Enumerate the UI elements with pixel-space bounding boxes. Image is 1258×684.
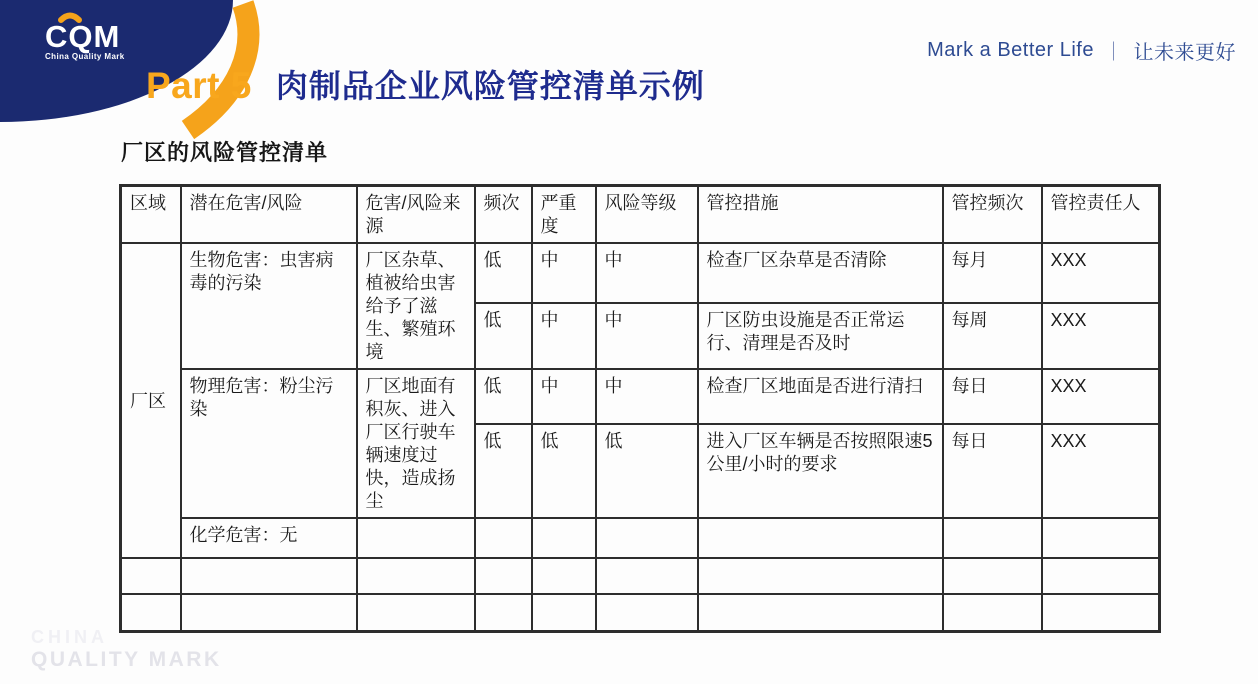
severity-cell: 中 xyxy=(532,243,596,303)
col-header-source: 危害/风险来源 xyxy=(357,186,475,244)
empty-cell xyxy=(1042,518,1160,558)
table-row xyxy=(121,518,1160,558)
col-header-severity: 严重度 xyxy=(532,186,596,244)
table-row xyxy=(121,594,1160,631)
empty-cell xyxy=(475,594,532,631)
logo-tagline: China Quality Mark xyxy=(45,52,125,61)
slogan-en: Mark a Better Life xyxy=(927,39,1094,61)
col-header-frequency: 频次 xyxy=(475,186,532,244)
frequency-cell: 低 xyxy=(475,303,532,369)
empty-cell xyxy=(1042,594,1160,631)
risk-level-cell: 低 xyxy=(596,424,698,518)
empty-cell xyxy=(181,558,357,594)
empty-cell xyxy=(698,558,943,594)
table-header-row xyxy=(121,186,1160,244)
empty-cell xyxy=(532,558,596,594)
measure-cell: 检查厂区杂草是否清除 xyxy=(698,243,943,303)
col-header-measures: 管控措施 xyxy=(698,186,943,244)
hazard-cell: 化学危害：无 xyxy=(181,518,357,558)
col-header-area: 区域 xyxy=(121,186,181,244)
empty-cell xyxy=(357,558,475,594)
watermark-line2: QUALITY MARK xyxy=(31,647,222,671)
table-row xyxy=(121,558,1160,594)
measure-cell: 厂区防虫设施是否正常运行、清理是否及时 xyxy=(698,303,943,369)
empty-cell xyxy=(943,594,1042,631)
risk-table-wrap xyxy=(119,184,1161,633)
risk-level-cell: 中 xyxy=(596,369,698,424)
part-label: Part 5 xyxy=(146,65,252,106)
section-subtitle: 厂区的风险管控清单 xyxy=(121,140,329,165)
owner-cell: XXX xyxy=(1042,243,1160,303)
watermark xyxy=(31,627,222,672)
watermark-line1: CHINA xyxy=(31,627,108,648)
table-row xyxy=(121,243,1160,303)
empty-cell xyxy=(181,594,357,631)
measure-cell: 进入厂区车辆是否按照限速5公里/小时的要求 xyxy=(698,424,943,518)
owner-cell: XXX xyxy=(1042,369,1160,424)
title-row xyxy=(146,58,705,104)
empty-cell xyxy=(1042,558,1160,594)
source-cell: 厂区地面有积灰、进入厂区行驶车辆速度过快，造成扬尘 xyxy=(357,369,475,518)
control-frequency-cell: 每日 xyxy=(943,369,1042,424)
risk-level-cell: 中 xyxy=(596,243,698,303)
empty-cell xyxy=(943,558,1042,594)
empty-cell xyxy=(475,558,532,594)
empty-cell xyxy=(532,518,596,558)
severity-cell: 中 xyxy=(532,369,596,424)
frequency-cell: 低 xyxy=(475,369,532,424)
empty-cell xyxy=(121,594,181,631)
col-header-hazard: 潜在危害/风险 xyxy=(181,186,357,244)
brand-slogan xyxy=(927,36,1236,65)
severity-cell: 低 xyxy=(532,424,596,518)
empty-cell xyxy=(698,594,943,631)
owner-cell: XXX xyxy=(1042,303,1160,369)
owner-cell: XXX xyxy=(1042,424,1160,518)
empty-cell xyxy=(475,518,532,558)
empty-cell xyxy=(532,594,596,631)
hazard-cell: 生物危害：虫害病毒的污染 xyxy=(181,243,357,369)
logo-acronym: CQM xyxy=(45,19,121,54)
hazard-cell: 物理危害：粉尘污染 xyxy=(181,369,357,518)
area-cell: 厂区 xyxy=(121,243,181,558)
measure-cell: 检查厂区地面是否进行清扫 xyxy=(698,369,943,424)
control-frequency-cell: 每日 xyxy=(943,424,1042,518)
risk-level-cell: 中 xyxy=(596,303,698,369)
empty-cell xyxy=(943,518,1042,558)
source-cell: 厂区杂草、植被给虫害给予了滋生、繁殖环境 xyxy=(357,243,475,369)
empty-cell xyxy=(357,518,475,558)
frequency-cell: 低 xyxy=(475,424,532,518)
slogan-separator: ｜ xyxy=(1103,42,1124,63)
page-title: 肉制品企业风险管控清单示例 xyxy=(275,68,705,105)
col-header-control-frequency: 管控频次 xyxy=(943,186,1042,244)
control-frequency-cell: 每周 xyxy=(943,303,1042,369)
slogan-zh: 让未来更好 xyxy=(1133,42,1236,64)
empty-cell xyxy=(698,518,943,558)
empty-cell xyxy=(596,594,698,631)
table-row xyxy=(121,369,1160,424)
empty-cell xyxy=(596,518,698,558)
col-header-owner: 管控责任人 xyxy=(1042,186,1160,244)
control-frequency-cell: 每月 xyxy=(943,243,1042,303)
frequency-cell: 低 xyxy=(475,243,532,303)
col-header-risk-level: 风险等级 xyxy=(596,186,698,244)
empty-cell xyxy=(121,558,181,594)
severity-cell: 中 xyxy=(532,303,596,369)
empty-cell xyxy=(596,558,698,594)
risk-table xyxy=(119,184,1161,633)
empty-cell xyxy=(357,594,475,631)
